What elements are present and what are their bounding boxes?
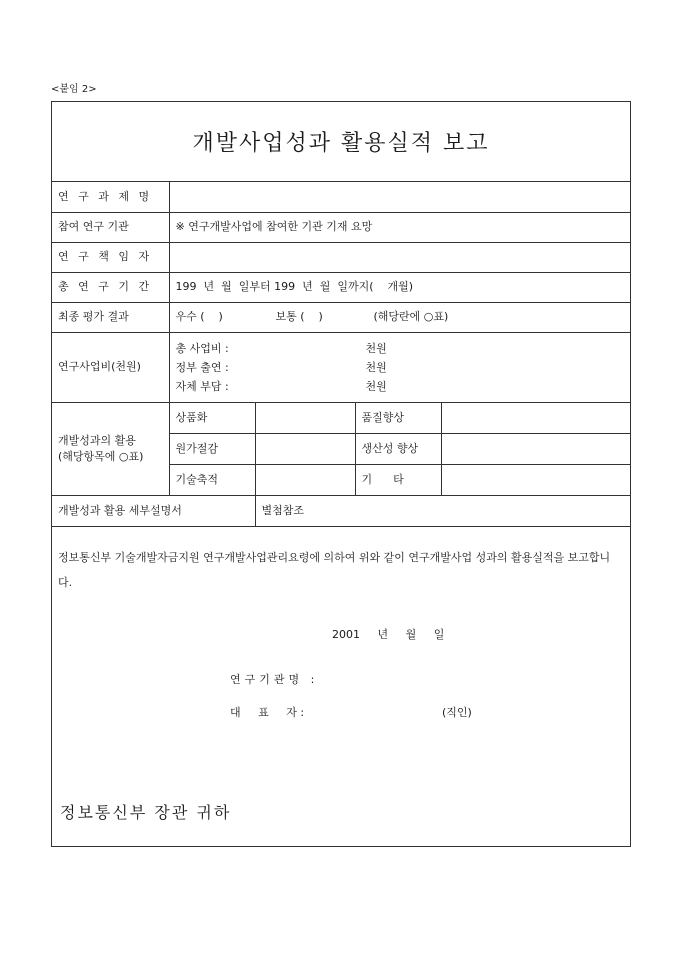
utilization-label-line1: 개발성과의 활용 [58,434,136,448]
table-row [52,495,630,526]
utilization-label [52,402,169,495]
utilization-label-line2: (해당항목에 ○표) [58,449,144,463]
table-row [52,332,630,402]
cost-total-label: 총 사업비 : [175,341,229,355]
period-label: 총 연 구 기 간 [52,272,169,302]
table-row [52,182,630,212]
table-row [52,302,630,332]
util-productivity-check[interactable] [441,433,630,464]
seal-label: (직인) [442,706,472,719]
cost-unit: 천원 [365,341,387,355]
pi-label: 연 구 책 임 자 [52,242,169,272]
project-name-label: 연 구 과 제 명 [52,182,169,212]
date-line: 2001 년 월 일 [332,628,445,641]
cost-label: 연구사업비(천원) [52,332,169,402]
table-row [52,272,630,302]
detail-label: 개발성과 활용 세부설명서 [52,495,255,526]
report-form [51,101,631,847]
util-tech-accumulation-label: 기술축적 [169,464,255,495]
evaluation-field[interactable] [169,302,630,332]
evaluation-excellent[interactable]: 우수 ( ) [175,310,223,324]
form-title: 개발사업성과 활용실적 보고 [52,102,630,182]
project-name-field[interactable] [169,182,630,212]
participating-org-label: 참여 연구 기관 [52,212,169,242]
participating-org-field[interactable]: ※ 연구개발사업에 참여한 기관 기재 요망 [169,212,630,242]
cost-gov-label: 정부 출연 : [175,360,229,374]
util-other-label: 기 타 [355,464,441,495]
recipient: 정보통신부 장관 귀하 [60,803,232,822]
cost-unit: 천원 [365,379,387,393]
attachment-label: <붙임 2> [51,84,97,95]
util-commercialization-check[interactable] [255,402,355,433]
evaluation-hint: (해당란에 ○표) [373,310,449,324]
util-cost-reduction-check[interactable] [255,433,355,464]
table-row [52,402,630,433]
evaluation-normal[interactable]: 보통 ( ) [275,310,323,324]
table-row [52,212,630,242]
util-tech-accumulation-check[interactable] [255,464,355,495]
period-field[interactable]: 199 년 월 일부터 199 년 월 일까지( 개월) [169,272,630,302]
evaluation-label: 최종 평가 결과 [52,302,169,332]
table-row [52,242,630,272]
institution-label: 연구기관명 : [230,673,319,686]
util-other-check[interactable] [441,464,630,495]
util-productivity-label: 생산성 향상 [355,433,441,464]
cost-self-label: 자체 부담 : [175,379,229,393]
util-cost-reduction-label: 원가절감 [169,433,255,464]
detail-field[interactable]: 별첨참조 [255,495,630,526]
statement-text: 정보통신부 기술개발자금지원 연구개발사업관리요령에 의하여 위와 같이 연구개발사업 성과의 활용실적을 보고합니다. [58,550,611,589]
util-commercialization-label: 상품화 [169,402,255,433]
cost-unit: 천원 [365,360,387,374]
util-quality-label: 품질향상 [355,402,441,433]
pi-field[interactable] [169,242,630,272]
representative-label: 대 표 자 : [230,706,305,719]
cost-field[interactable] [169,332,630,402]
util-quality-check[interactable] [441,402,630,433]
form-table [52,182,630,527]
